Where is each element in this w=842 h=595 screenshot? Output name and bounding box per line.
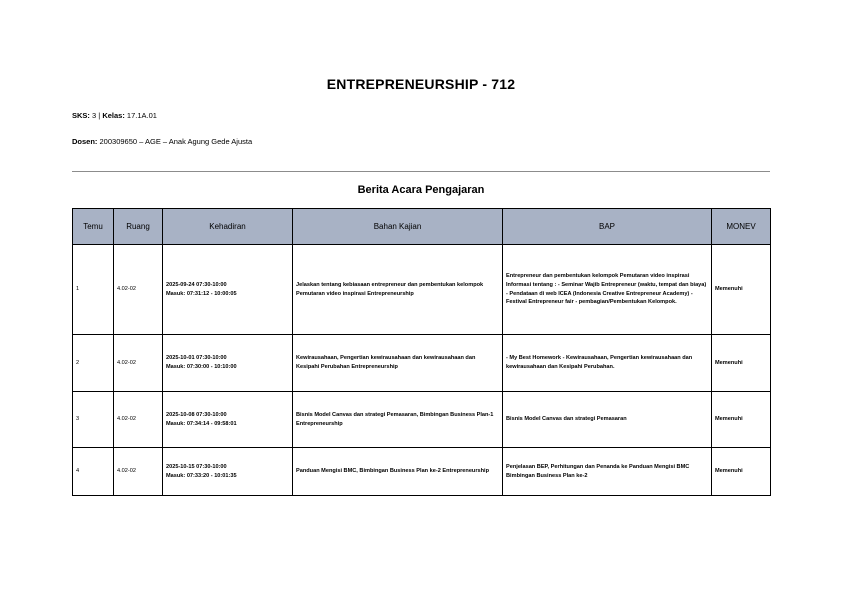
bap-cell: Penjelasan BEP, Perhitungan dan Penanda ke Panduan Mengisi BMC Bimbingan Business Plan ke-2 bbox=[503, 448, 712, 496]
lecturer-info-line bbox=[72, 137, 252, 146]
monev-cell: Memenuhi bbox=[712, 245, 771, 335]
monev-cell: Memenuhi bbox=[712, 335, 771, 392]
kelas-value: 17.1A.01 bbox=[126, 111, 157, 120]
kehadiran-cell bbox=[163, 335, 293, 392]
column-header-bahan-kajian: Bahan Kajian bbox=[293, 209, 503, 245]
teaching-log-table bbox=[72, 208, 771, 496]
divider bbox=[72, 171, 770, 172]
temu-cell: 4 bbox=[73, 448, 114, 496]
kehadiran-cell bbox=[163, 392, 293, 448]
table-header-row bbox=[73, 209, 771, 245]
bap-cell: Bisnis Model Canvas dan strategi Pemasaran bbox=[503, 392, 712, 448]
document-title: ENTREPRENEURSHIP - 712 bbox=[326, 76, 516, 92]
temu-cell: 3 bbox=[73, 392, 114, 448]
schedule-time: 2025-10-08 07:30-10:00 bbox=[166, 411, 227, 418]
column-header-bap: BAP bbox=[503, 209, 712, 245]
bap-cell: - My Best Homework - Kewirausahaan, Pengertian kewirausahaan dan kewirausahaan dan Kesipahi Perubahan. bbox=[503, 335, 712, 392]
table-row bbox=[73, 392, 771, 448]
table-row bbox=[73, 448, 771, 496]
temu-cell: 1 bbox=[73, 245, 114, 335]
schedule-time: 2025-10-15 07:30-10:00 bbox=[166, 463, 227, 470]
monev-cell: Memenuhi bbox=[712, 392, 771, 448]
bahan-kajian-cell: Jelaskan tentang kebiasaan entrepreneur dan pembentukan kelompok Pemutaran video inspirasi Entrepreneurship bbox=[293, 245, 503, 335]
table-row bbox=[73, 335, 771, 392]
schedule-time: 2025-10-01 07:30-10:00 bbox=[166, 355, 227, 362]
column-header-ruang: Ruang bbox=[114, 209, 163, 245]
dosen-value: 200309650 – AGE – Anak Agung Gede Ajusta bbox=[99, 137, 253, 146]
attendance-time: Masuk: 07:31:12 - 10:00:05 bbox=[166, 290, 237, 297]
kelas-label: Kelas: bbox=[102, 111, 125, 120]
ruang-cell: 4.02-02 bbox=[114, 245, 163, 335]
column-header-temu: Temu bbox=[73, 209, 114, 245]
column-header-kehadiran: Kehadiran bbox=[163, 209, 293, 245]
bahan-kajian-cell: Bisnis Model Canvas dan strategi Pemasaran, Bimbingan Business Plan-1 Entrepreneurship bbox=[293, 392, 503, 448]
attendance-time: Masuk: 07:30:00 - 10:10:00 bbox=[166, 364, 237, 370]
sks-label: SKS: bbox=[72, 111, 90, 120]
dosen-label: Dosen: bbox=[72, 137, 98, 146]
column-header-monev: MONEV bbox=[712, 209, 771, 245]
kehadiran-cell bbox=[163, 448, 293, 496]
table-row bbox=[73, 245, 771, 335]
sks-value: 3 bbox=[92, 111, 97, 120]
bahan-kajian-cell: Kewirausahaan, Pengertian kewirausahaan dan kewirausahaan dan Kesipahi Perubahan Entrepreneurship bbox=[293, 335, 503, 392]
ruang-cell: 4.02-02 bbox=[114, 448, 163, 496]
section-title: Berita Acara Pengajaran bbox=[357, 184, 485, 196]
ruang-cell: 4.02-02 bbox=[114, 392, 163, 448]
temu-cell: 2 bbox=[73, 335, 114, 392]
bahan-kajian-cell: Panduan Mengisi BMC, Bimbingan Business Plan ke-2 Entrepreneurship bbox=[293, 448, 503, 496]
schedule-time: 2025-09-24 07:30-10:00 bbox=[166, 281, 227, 288]
monev-cell: Memenuhi bbox=[712, 448, 771, 496]
ruang-cell: 4.02-02 bbox=[114, 335, 163, 392]
attendance-time: Masuk: 07:33:20 - 10:01:35 bbox=[166, 472, 237, 479]
class-info-line: SKS: 3 | Kelas: 17.1A.01 bbox=[72, 111, 157, 120]
kehadiran-cell bbox=[163, 245, 293, 335]
attendance-time: Masuk: 07:34:14 - 09:58:01 bbox=[166, 420, 237, 427]
bap-cell: Entrepreneur dan pembentukan kelompok Pemutaran video inspirasi Informasi tentang : - Seminar Wajib Entrepreneur (waktu, tempat dan biaya) - Pendataan di web ICEA (Indonesia Creative Entrepreneur Academy) - Festival Entrepreneur fair - pembagian/Pembentukan Kelompok. bbox=[503, 245, 712, 335]
